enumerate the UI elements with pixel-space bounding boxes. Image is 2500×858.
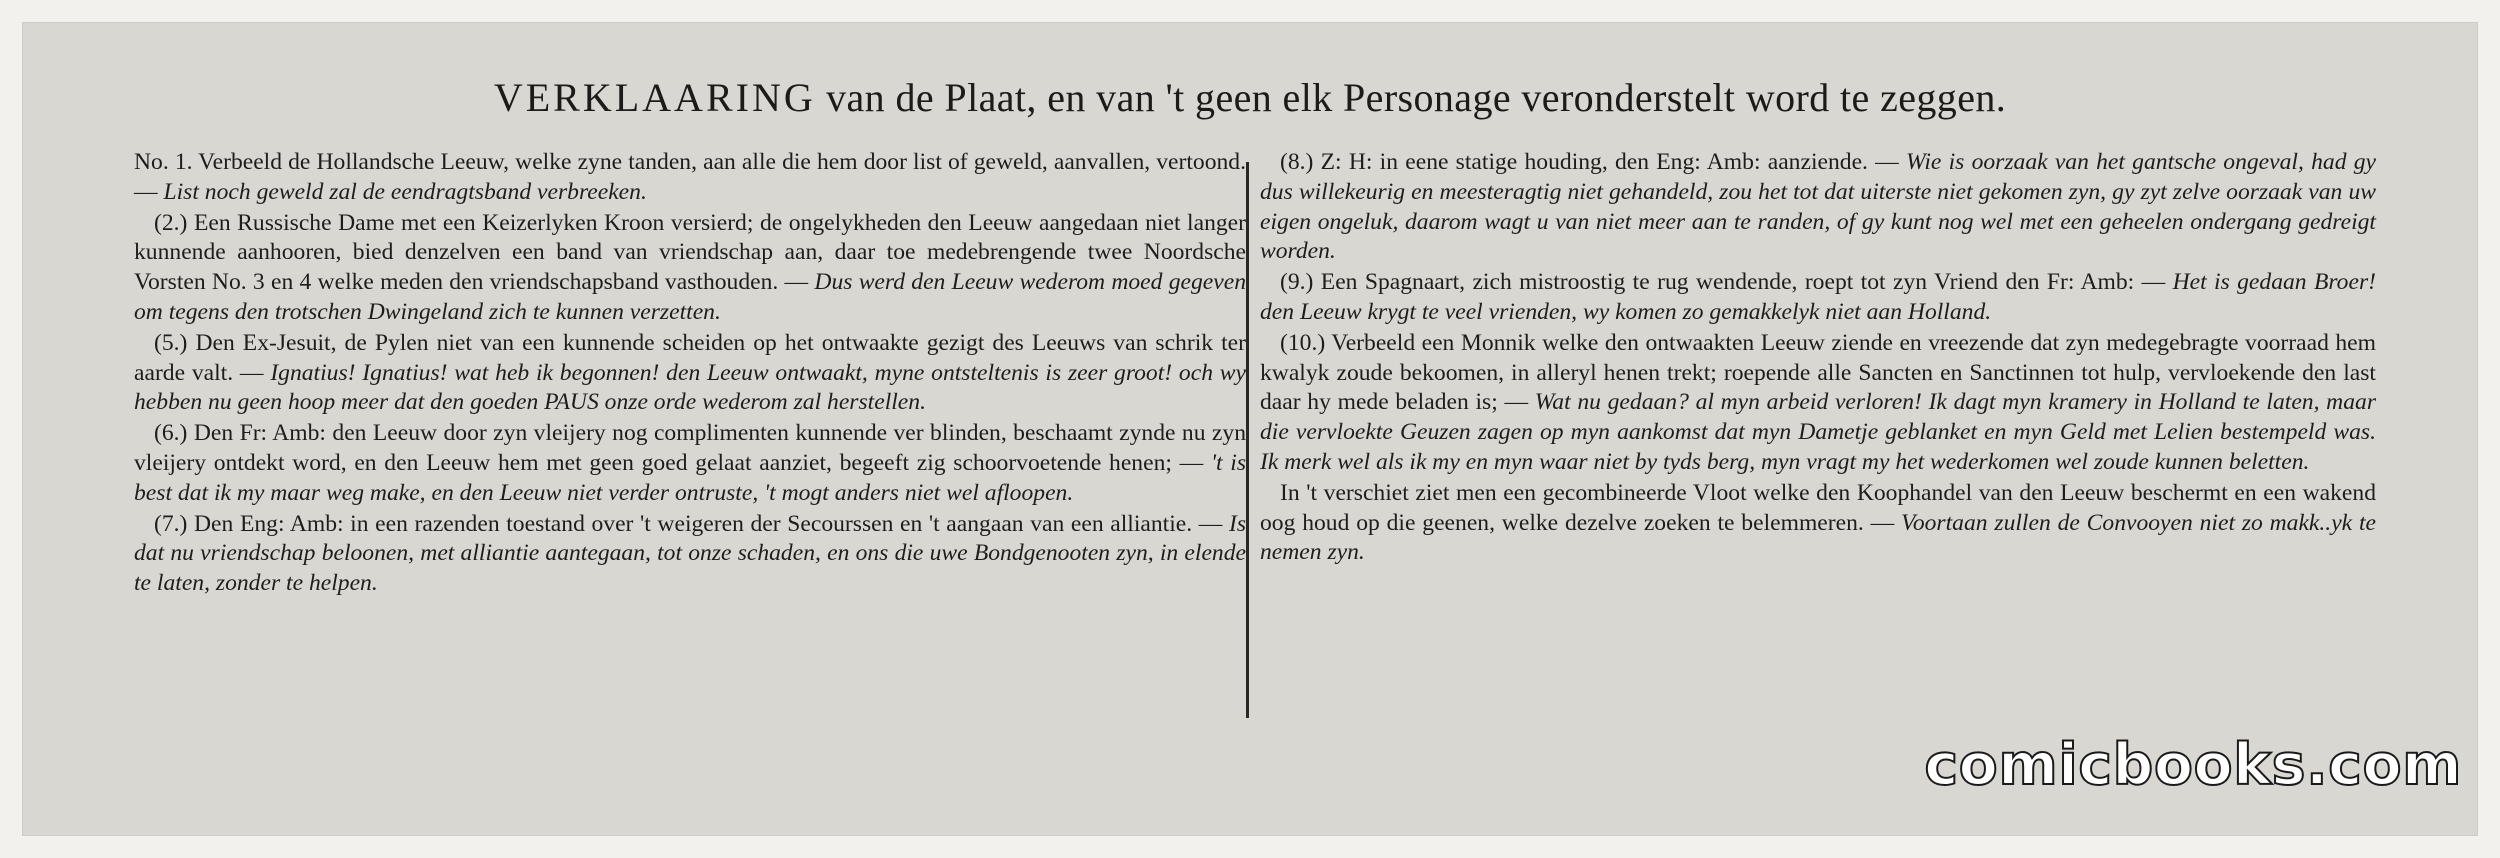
page-title [22,74,2478,121]
entry-quote: Dus werd den Leeuw wederom moed gegeven om tegens den trotschen Dwingeland zich te kunnen verzetten. [134,269,1246,325]
title-lead: VERKLAARING [493,75,816,120]
entry-background-fleet [1260,479,2376,568]
left-column [134,148,1246,600]
entry-text: In 't verschiet ziet men een gecombineerde Vloot welke den Koophandel van den Leeuw beschermt en een wakend oog houd op die geenen, welke dezelve zoeken te belemmeren. — [1260,479,2376,536]
entry-no-2 [134,209,1246,328]
entry-text: (2.) Een Russische Dame met een Keizerlyken Kroon versierd; de ongelykheden den Leeuw aangedaan niet langer kunnende aanhooren, bied denzelven een band van vriendschap aan, daar toe medebrengende twee Noordsche Vorsten No. 3 en 4 welke meden den vriendschapsband vasthouden. — [134,209,1246,296]
title-rest: van de Plaat, en van 't geen elk Personage veronderstelt word te zeggen. [826,75,2007,120]
entry-no-6 [134,419,1246,508]
entry-quote: Ignatius! Ignatius! wat heb ik begonnen! den Leeuw ontwaakt, myne ontsteltenis is zeer groot! och wy hebben nu geen hoop meer dat den goeden PAUS onze orde wederom zal herstellen. [134,359,1246,416]
watermark: comicbooks.com [1924,732,2462,798]
entry-quote: Wat nu gedaan? al myn arbeid verloren! Ik dagt myn kramery in Holland te laten, maar die vervloekte Geuzen zagen op myn aankomst dat myn Dametje geblanket en myn Geld met Lelien bestempeld was. Ik merk wel als ik my en myn waar niet by tyds berg, myn vragt my het wederkomen wel zoude kunnen beletten. [1260,389,2377,475]
entry-text: (5.) Den Ex-Jesuit, de Pylen niet van een kunnende scheiden op het ontwaakte gezigt des Leeuws van schrik ter aarde valt. — [134,329,1246,386]
entry-quote: Is dat nu vriendschap beloonen, met alliantie aantegaan, tot onze schaden, en ons die uwe Bondgenooten zyn, in elende te laten, zonder te helpen. [134,510,1247,597]
entry-text: (6.) Den Fr: Amb: den Leeuw door zyn vleijery nog complimenten kunnende ver blinden, beschaamt zynde nu zyn vleijery ontdekt word, en den Leeuw hem met geen goed gelaat aanziet, begeeft zig schoorvoetende henen; — [134,420,1246,476]
entry-text: (7.) Den Eng: Amb: in een razenden toestand over 't weigeren der Secourssen en 't aangaan van een alliantie. — [154,510,1223,537]
column-divider [1246,162,1249,718]
entry-no-9 [1260,268,2376,328]
entry-quote: 't is best dat ik my maar weg make, en den Leeuw niet verder ontruste, 't mogt anders niet wel afloopen. [134,449,1246,506]
entry-no-8 [1260,148,2376,267]
entry-quote: Wie is oorzaak van het gantsche ongeval, had gy dus willekeurig en meesteragtig niet gehandeld, zou het tot dat uiterste niet gekomen zyn, gy zyt zelve oorzaak van uw eigen ongeluk, daarom wagt u van niet meer aan te randen, of gy kunt nog wel met een geheelen ondergang gedreigt worden. [1260,149,2376,265]
entry-text: (9.) Een Spagnaart, zich mistroostig te rug wendende, roept tot zyn Vriend den Fr: Amb: — [1280,269,2166,296]
right-column [1260,148,2376,569]
entry-no-10 [1260,329,2376,478]
entry-no-5 [134,329,1246,418]
entry-no-1 [134,148,1246,208]
entry-text: (10.) Verbeeld een Monnik welke den ontwaakten Leeuw ziende en vreezende dat zyn medegebragte voorraad hem kwalyk zoude bekoomen, in alleryl henen trekt; roepende alle Sancten en Sanctinnen tot hulp, vervloekende den last daar hy mede beladen is; — [1260,329,2376,416]
printed-sheet [22,22,2478,836]
entry-quote: Het is gedaan Broer! den Leeuw krygt te veel vrienden, wy komen zo gemakkelyk niet aan Holland. [1260,269,2376,325]
entry-text: (8.) Z: H: in eene statige houding, den Eng: Amb: aanziende. — [1280,149,1899,175]
entry-no-7 [134,510,1246,599]
entry-text: No. 1. Verbeeld de Hollandsche Leeuw, welke zyne tanden, aan alle die hem door list of geweld, aanvallen, vertoond. — [134,149,1246,205]
entry-quote: Voortaan zullen de Convooyen niet zo makk..yk te nemen zyn. [1260,509,2376,566]
entry-quote: List noch geweld zal de eendragtsband verbreeken. [163,178,647,205]
